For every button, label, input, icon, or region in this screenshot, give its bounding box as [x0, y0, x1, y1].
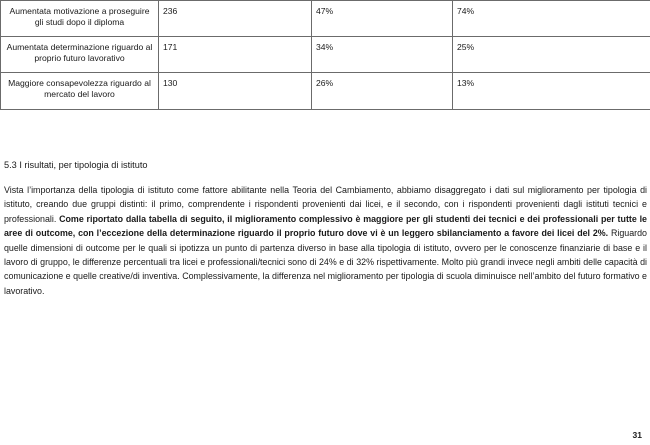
body-paragraph: [4, 183, 647, 298]
paragraph-bold-text: Come riportato dalla tabella di seguito, il miglioramento complessivo è maggiore per gli studenti dei tecnici e dei professionali per tutte le aree di outcome, con l’eccezione della determinazione riguardo il proprio futuro dove vi è un leggero sbilanciamento a favore dei licei del 2%.: [4, 213, 647, 239]
percentage-cell: 47%: [312, 1, 453, 37]
percentage-cell: 34%: [312, 37, 453, 73]
paragraph-intro-text: Vista l’importanza della tipologia di istituto come fattore abilitante nella Teoria del Cambiamento, abbiamo disaggregato i dati sul miglioramento per tipologia di istituto, creando due gruppi distinti: il primo, comprendente i rispondenti provenienti dai licei, e il secondo, con i rispondenti provenienti dagli istituti tecnici e professionali.: [4, 185, 647, 224]
count-cell: 171: [159, 37, 312, 73]
table-row: [1, 73, 650, 110]
table-row: [1, 37, 650, 73]
outcome-label-cell: Aumentata determinazione riguardo al proprio futuro lavorativo: [1, 37, 159, 73]
page-number: 31: [632, 430, 642, 440]
percentage-cell: 26%: [312, 73, 453, 110]
section-heading: 5.3 I risultati, per tipologia di istituto: [4, 160, 148, 170]
outcome-table-container: [0, 0, 650, 110]
percentage-cell: 13%: [453, 73, 650, 110]
count-cell: 236: [159, 1, 312, 37]
count-cell: 130: [159, 73, 312, 110]
outcome-table: [0, 0, 650, 110]
paragraph-rest-text: Riguardo quelle dimensioni di outcome per le quali si ipotizza un punto di partenza diverso in base alla tipologia di istituto, ovvero per le conoscenze finanziarie di base e il lavoro di gruppo, le differenze percentuali tra licei e professionali/tecnici sono di 24% e di 32% rispettivamente. Molto più grandi invece negli ambiti delle capacità di comunicazione e quelle creative/di inventiva. Complessivamente, la differenza nel miglioramento per tipologia di scuola diminuisce nell’ambito del futuro formativo e lavorativo.: [4, 228, 647, 296]
outcome-label-cell: Maggiore consapevolezza riguardo al mercato del lavoro: [1, 73, 159, 110]
outcome-label-cell: Aumentata motivazione a proseguire gli studi dopo il diploma: [1, 1, 159, 37]
table-row: [1, 1, 650, 37]
percentage-cell: 74%: [453, 1, 650, 37]
percentage-cell: 25%: [453, 37, 650, 73]
